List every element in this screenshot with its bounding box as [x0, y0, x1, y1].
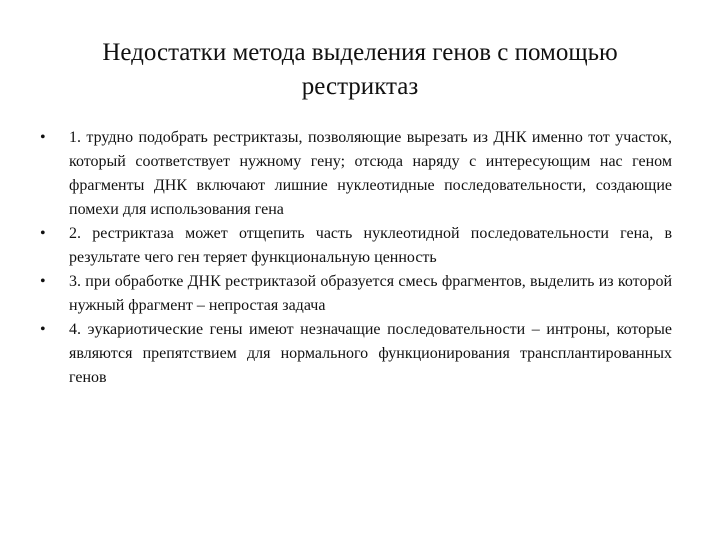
bullet-item [40, 126, 672, 222]
bullet-list [40, 126, 672, 390]
slide-title-line-2: рестриктаз [301, 73, 419, 100]
slide-title-line-1: Недостатки метода выделения генов с помощью [102, 39, 618, 66]
bullet-item [40, 318, 672, 390]
bullet-marker: • [40, 129, 46, 146]
bullet-text: 2. рестриктаза может отщепить часть нуклеотидной последовательности гена, в результате чего ген теряет функциональную ценность [69, 225, 672, 266]
bullet-marker: • [40, 321, 46, 338]
bullet-marker: • [40, 225, 46, 242]
slide-title [50, 36, 670, 104]
bullet-item [40, 222, 672, 270]
bullet-text: 3. при обработке ДНК рестриктазой образуется смесь фрагментов, выделить из которой нужный фрагмент – непростая задача [69, 273, 672, 314]
bullet-item [40, 270, 672, 318]
bullet-text: 4. эукариотические гены имеют незначащие последовательности – интроны, которые являются препятствием для нормального функционирования трансплантированных генов [69, 321, 672, 386]
bullet-text: 1. трудно подобрать рестриктазы, позволяющие вырезать из ДНК именно тот участок, который соответствует нужному гену; отсюда наряду с интересующим нас геном фрагменты ДНК включают лишние нуклеотидные последовательности, создающие помехи для использования гена [69, 129, 672, 218]
bullet-marker: • [40, 273, 46, 290]
